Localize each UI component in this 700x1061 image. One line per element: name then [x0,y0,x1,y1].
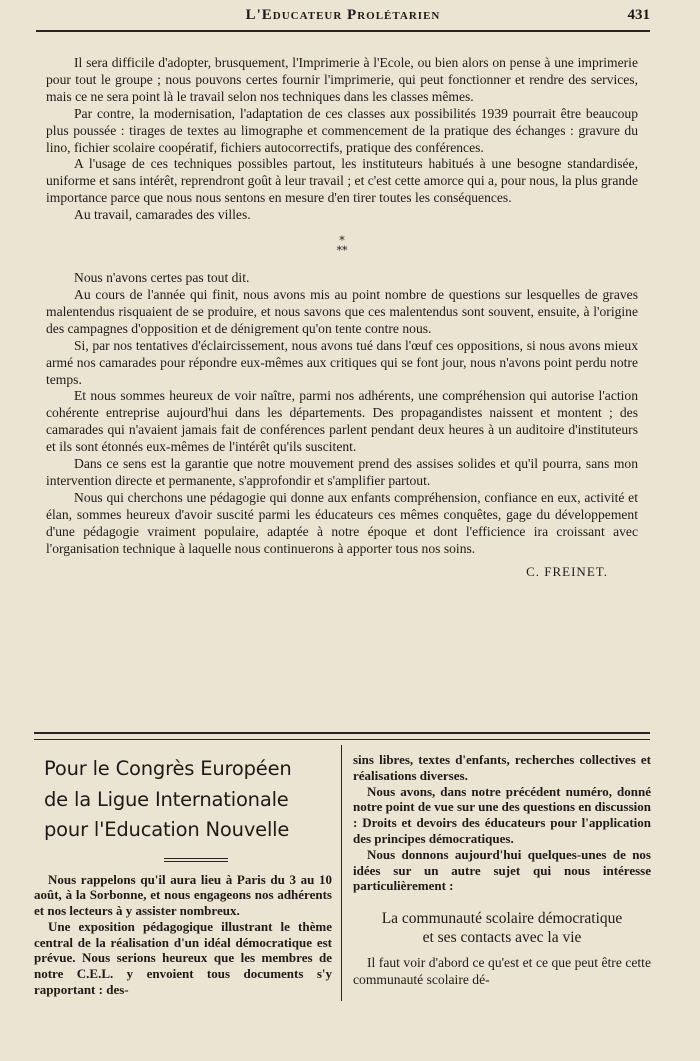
article-paragraph: Au cours de l'année qui finit, nous avons mis au point nombre de questions sur lesquelles de graves malentendus risquaient de se produire, et nous savons que ces malentendus sont souvent, ensuite, à l'origine des campagnes d'opposition et de dénigrement qu'on tente contre nous. [46,286,638,336]
congress-title-line: de la Ligue Internationale [44,787,289,811]
asterism-divider: * ** [336,234,348,258]
article-paragraph: A l'usage de ces techniques possibles partout, les instituteurs habitués à une besogne standardisée, uniforme et sans intérêt, reprendront goût à leur travail ; et c'est cette amorce qui a, pour nous, la plus grande importance parce que nous nous sentons en mesure d'en tirer toutes les conséquences. [46,156,638,206]
congress-title [44,754,332,846]
running-header [36,6,650,28]
article-paragraph: Au travail, camarades des villes. [74,207,251,223]
page-number: 431 [627,7,650,23]
column-divider [341,745,342,1001]
article-paragraph: Et nous sommes heureux de voir naître, parmi nos adhérents, une compréhension qui autorise l'action cohérente entreprise aujourd'hui dans les départements. Des propagandistes naissent et montent ; des camarades qui n'avaient jamais fait de conférences parlent pendant deux heures à un auditoire d'instituteurs et ils sont étonnés eux-mêmes de l'intérêt qu'ils suscitent. [46,388,638,455]
congress-left-column [34,752,332,998]
congress-paragraph: Nous rappelons qu'il aura lieu à Paris du 3 au 10 août, à la Sorbonne, et nous engageons nos adhérents et nos lecteurs à y assister nombreux. [34,871,332,919]
author-signature: C. FREINET. [526,564,608,580]
subsection-title-line: et ses contacts avec la vie [422,929,582,947]
subsection-title-line: La communauté scolaire démocratique [381,910,623,928]
congress-title-line: pour l'Education Nouvelle [44,818,290,841]
congress-right-column [353,752,651,988]
congress-paragraph: Il faut voir d'abord ce qu'est et ce que peut être cette communauté scolaire dé- [353,955,651,988]
congress-title-line: Pour le Congrès Européen [44,757,292,780]
article-paragraph: Par contre, la modernisation, l'adaptation de ces classes aux possibilités 1939 pourrait être beaucoup plus poussée : tirages de textes au limographe et commencement de la pratique des échanges : gravure du lino, fichier scolaire coopératif, fichiers autocorrectifs, pratique des conférences. [46,105,638,155]
header-rule [36,30,650,32]
main-article [46,55,638,580]
article-paragraph: Nous qui cherchons une pédagogie qui donne aux enfants compréhension, confiance en eux, activité et élan, sommes heureux d'avoir suscité parmi les éducateurs ces mêmes conquêtes, gage du développement d'une pédagogie vraiment populaire, adaptée à notre époque et dont l'efficience ira croissant avec l'organisation technique à laquelle nous continuerons à apporter tous nos soins. [46,489,638,556]
congress-paragraph: Nous donnons aujourd'hui quelques-unes de nos idées sur un autre sujet qui nous intéresse particulièrement : [353,846,651,894]
journal-title: L'Educateur Prolétarien [245,7,441,23]
congress-paragraph: sins libres, textes d'enfants, recherches collectives et réalisations diverses. [353,752,651,783]
section-double-rule [34,732,650,740]
congress-paragraph: Une exposition pédagogique illustrant le thème central de la réalisation d'un idéal démocratique est prévue. Nous serions heureux que les membres de notre C.E.L. y envoient tous documents s'y rapportant : des- [34,918,332,998]
article-paragraph: Il sera difficile d'adopter, brusquement, l'Imprimerie à l'Ecole, ou bien alors on pense à une imprimerie pour tout le groupe ; nous pouvons certes fournir l'imprimerie, qui peut fonctionner et rendre des services, mais ce ne sera point là le travail selon nos techniques dans les classes mêmes. [46,55,638,104]
title-rule [164,858,228,862]
subsection-title [353,909,651,947]
article-paragraph: Dans ce sens est la garantie que notre mouvement prend des assises solides et qu'il pourra, sans mon intervention directe et permanente, s'approfondir et s'amplifier partout. [46,456,638,488]
article-paragraph: Nous n'avons certes pas tout dit. [74,270,250,286]
article-paragraph: Si, par nos tentatives d'éclaircissement, nous avons tué dans l'œuf ces oppositions, si nous avons mieux armé nos camarades pour répondre eux-mêmes aux critiques qui se font jour, nous n'avons point perdu notre temps. [46,337,638,387]
congress-paragraph: Nous avons, dans notre précédent numéro, donné notre point de vue sur une des questions en discussion : Droits et devoirs des éducateurs pour l'application des principes démocratiques. [353,783,651,846]
